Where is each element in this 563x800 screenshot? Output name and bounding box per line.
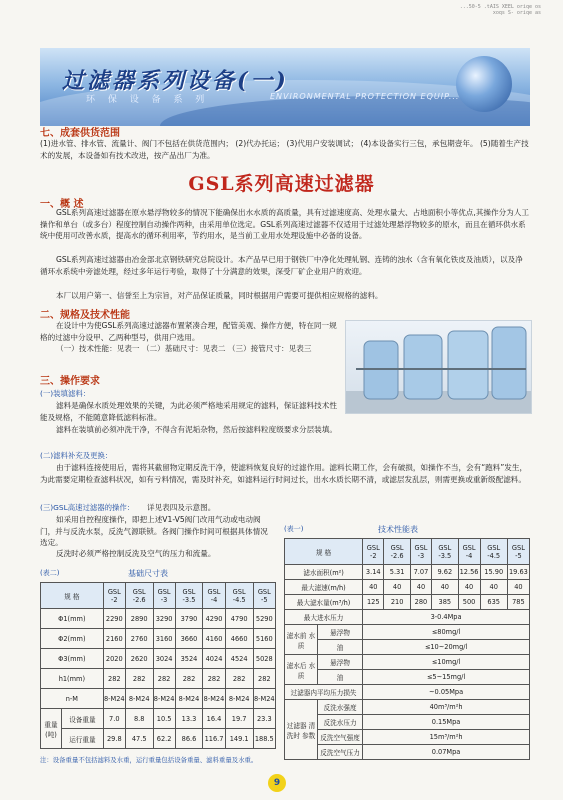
- row-label-cell: 最大进水压力: [285, 610, 363, 625]
- row-label-cell: 反洗水强度: [318, 700, 363, 715]
- value-cell: 282: [225, 669, 253, 689]
- row-label-cell: Φ1(mm): [41, 609, 104, 629]
- value-cell: 40: [410, 580, 431, 595]
- row-label-cell: 悬浮物: [318, 655, 363, 670]
- value-cell: 282: [203, 669, 225, 689]
- value-cell: 3790: [175, 609, 203, 629]
- row-label-cell: 油: [318, 670, 363, 685]
- table-row: [285, 745, 530, 760]
- row-label-cell: 悬浮物: [318, 625, 363, 640]
- value-cell: 40: [363, 580, 384, 595]
- value-cell: 3024: [153, 649, 175, 669]
- value-cell: 3-0.4Mpa: [363, 610, 530, 625]
- table-note: 注：设备重量不包括滤料及水重，运行重量包括设备重量、滤料重量及水重。: [40, 756, 258, 764]
- value-cell: 40: [458, 580, 480, 595]
- table-row: [41, 669, 276, 689]
- value-cell: 40: [480, 580, 507, 595]
- table-header-cell: 规 格: [41, 583, 104, 609]
- page-title: GSL系列高速过滤器: [188, 173, 375, 195]
- value-cell: 210: [384, 595, 410, 610]
- value-cell: 7.0: [103, 709, 125, 729]
- print-mark-line: xoqs S- oriqe as: [492, 10, 541, 16]
- model-header-cell: GSL -3: [410, 539, 431, 565]
- table-row: [285, 610, 530, 625]
- table-row: [285, 715, 530, 730]
- value-cell: 282: [175, 669, 203, 689]
- table-row: [285, 595, 530, 610]
- group-label-cell: 过滤器 清洗时 参数: [285, 700, 318, 760]
- value-cell: 0.07Mpa: [363, 745, 530, 760]
- table-caption: (表二): [40, 569, 60, 577]
- value-cell: 40: [507, 580, 529, 595]
- table-row: [285, 700, 530, 715]
- value-cell: 4524: [225, 649, 253, 669]
- value-cell: 23.3: [253, 709, 275, 729]
- value-cell: 8-M24: [153, 689, 175, 709]
- value-cell: 280: [410, 595, 431, 610]
- value-cell: 10.5: [153, 709, 175, 729]
- section-heading: 七、成套供货范围: [40, 128, 120, 139]
- value-cell: 19.63: [507, 565, 529, 580]
- value-cell: 2620: [125, 649, 153, 669]
- value-cell: 5.31: [384, 565, 410, 580]
- model-header-cell: GSL -2.6: [125, 583, 153, 609]
- group-label-cell: 滤水后 水质: [285, 655, 318, 685]
- table-row: [41, 629, 276, 649]
- value-cell: 86.6: [175, 729, 203, 749]
- group-label-cell: 重量 (吨): [41, 709, 62, 749]
- table-row: [285, 655, 530, 670]
- value-cell: 40: [384, 580, 410, 595]
- table-title: 技术性能表: [378, 525, 418, 534]
- row-label-cell: Φ3(mm): [41, 649, 104, 669]
- row-label-cell: 过滤器内平均压力损失: [285, 685, 363, 700]
- row-label-cell: 最大滤水量(m³/h): [285, 595, 363, 610]
- model-header-cell: GSL -4.5: [225, 583, 253, 609]
- value-cell: 8-M24: [125, 689, 153, 709]
- table-row: [285, 730, 530, 745]
- row-label-cell: 反洗空气强度: [318, 730, 363, 745]
- value-cell: 62.2: [153, 729, 175, 749]
- value-cell: 3.14: [363, 565, 384, 580]
- banner-subtitle-en: ENVIRONMENTAL PROTECTION EQUIP...: [270, 92, 460, 101]
- row-label-cell: n-M: [41, 689, 104, 709]
- section-heading: 一、概 述: [40, 199, 84, 210]
- ops-paragraph: 反洗时必须严格控制反洗及空气的压力和流量。: [56, 549, 216, 558]
- model-header-cell: GSL -2: [363, 539, 384, 565]
- value-cell: 635: [480, 595, 507, 610]
- group-label-cell: 滤水前 水质: [285, 625, 318, 655]
- table-row: [285, 670, 530, 685]
- value-cell: 15m³/m²h: [363, 730, 530, 745]
- value-cell: 8-M24: [203, 689, 225, 709]
- value-cell: 5028: [253, 649, 275, 669]
- table-row: [41, 709, 276, 729]
- performance-table: [284, 538, 530, 760]
- value-cell: 2760: [125, 629, 153, 649]
- table-header-row: [41, 583, 276, 609]
- model-header-cell: GSL -2.6: [384, 539, 410, 565]
- value-cell: 2020: [103, 649, 125, 669]
- subsection-heading: (一)装填滤料：: [40, 389, 91, 398]
- value-cell: ≤10mg/l: [363, 655, 530, 670]
- subsection-heading: (三)GSL高速过滤器的操作：: [40, 503, 135, 512]
- specs-paragraph: 在设计中为使GSL系列高速过滤器布置紧凑合理，配管美观、操作方便，特在同一规格的过滤中分设甲、乙两种型号，供用户选用。: [40, 321, 337, 342]
- value-cell: 0.15Mpa: [363, 715, 530, 730]
- row-label-cell: 反洗水压力: [318, 715, 363, 730]
- value-cell: 8-M24: [225, 689, 253, 709]
- value-cell: 282: [125, 669, 153, 689]
- table-caption: (表一): [284, 525, 304, 533]
- value-cell: 4024: [203, 649, 225, 669]
- table-header-cell: 规 格: [285, 539, 363, 565]
- row-label-cell: 设备重量: [62, 709, 104, 729]
- row-label-cell: h1(mm): [41, 669, 104, 689]
- model-header-cell: GSL -4: [203, 583, 225, 609]
- value-cell: 188.5: [253, 729, 275, 749]
- value-cell: 4160: [203, 629, 225, 649]
- table-row: [285, 640, 530, 655]
- banner-subtitle-cn: 环 保 设 备 系 列: [86, 95, 210, 105]
- value-cell: 47.5: [125, 729, 153, 749]
- value-cell: 3524: [175, 649, 203, 669]
- value-cell: 2160: [103, 629, 125, 649]
- header-banner: [40, 48, 530, 126]
- value-cell: 500: [458, 595, 480, 610]
- row-label-cell: 最大滤速(m/h): [285, 580, 363, 595]
- table-row: [285, 625, 530, 640]
- value-cell: 385: [432, 595, 458, 610]
- ops-paragraph: 如采用自控程度操作，即把上述V1-V5阀门改用气动或电动阀门，并与反洗水泵，反洗气源联锁。各阀门操作时间可根据具体情况选定。: [40, 515, 268, 547]
- value-cell: 40m³/m²h: [363, 700, 530, 715]
- value-cell: 282: [103, 669, 125, 689]
- row-label-cell: 反洗空气压力: [318, 745, 363, 760]
- print-mark-line: ...50-5 .tAIS XEEL oriqe os: [459, 4, 541, 10]
- value-cell: 13.3: [175, 709, 203, 729]
- value-cell: 8-M24: [103, 689, 125, 709]
- value-cell: 7.07: [410, 565, 431, 580]
- specs-paragraph: （一）技术性能：见表一 （二）基础尺寸：见表二 （三）接管尺寸：见表三: [56, 344, 312, 353]
- value-cell: 4290: [203, 609, 225, 629]
- table-row: [41, 649, 276, 669]
- ops-paragraph: 由于滤料连接使用后，需将其截留物定期反洗干净，使滤料恢复良好的过滤作用。滤料长期工作，会有破损，如操作不当，会有“跑料”发生，为此需要定期检查滤料状况，如有亏料情况，需及时补充，如滤料运行时间过长，出水水质长期不清，或滤层发乱层，则需更换或重新级配滤料。: [40, 463, 528, 484]
- section-heading: 三、操作要求: [40, 376, 100, 387]
- value-cell: 116.7: [203, 729, 225, 749]
- value-cell: 12.56: [458, 565, 480, 580]
- value-cell: 8-M24: [253, 689, 275, 709]
- table-row: [285, 565, 530, 580]
- table-header-row: [285, 539, 530, 565]
- value-cell: 8-M24: [175, 689, 203, 709]
- value-cell: 29.8: [103, 729, 125, 749]
- value-cell: 5160: [253, 629, 275, 649]
- value-cell: 9.62: [432, 565, 458, 580]
- section-heading: 二、规格及技术性能: [40, 310, 130, 321]
- table-row: [41, 689, 276, 709]
- model-header-cell: GSL -5: [253, 583, 275, 609]
- table-row: [285, 685, 530, 700]
- value-cell: 40: [432, 580, 458, 595]
- value-cell: 4790: [225, 609, 253, 629]
- value-cell: ≤80mg/l: [363, 625, 530, 640]
- value-cell: 3660: [175, 629, 203, 649]
- model-header-cell: GSL -3.5: [432, 539, 458, 565]
- value-cell: 19.7: [225, 709, 253, 729]
- value-cell: 2890: [125, 609, 153, 629]
- table-row: [41, 609, 276, 629]
- value-cell: 3160: [153, 629, 175, 649]
- row-label-cell: 油: [318, 640, 363, 655]
- overview-paragraph: 本厂以用户第一、信誉至上为宗旨，对产品保证质量，同时根据用户需要可提供相应规格的滤料。: [56, 291, 383, 300]
- value-cell: 8.8: [125, 709, 153, 729]
- print-mark: [460, 4, 541, 16]
- value-cell: 282: [253, 669, 275, 689]
- model-header-cell: GSL -5: [507, 539, 529, 565]
- ops-paragraph: 滤料是确保水质处理效果的关键，为此必须严格地采用规定的滤料，保证滤料技术性能及规格，不能随意降低滤料标准。: [40, 401, 337, 422]
- row-label-cell: Φ2(mm): [41, 629, 104, 649]
- foundation-table: [40, 582, 276, 749]
- value-cell: 785: [507, 595, 529, 610]
- value-cell: 125: [363, 595, 384, 610]
- model-header-cell: GSL -3.5: [175, 583, 203, 609]
- model-header-cell: GSL -4.5: [480, 539, 507, 565]
- model-header-cell: GSL -3: [153, 583, 175, 609]
- model-header-cell: GSL -2: [103, 583, 125, 609]
- banner-title: 过滤器系列设备(一): [62, 68, 289, 94]
- model-header-cell: GSL -4: [458, 539, 480, 565]
- value-cell: 2290: [103, 609, 125, 629]
- table-row: [285, 580, 530, 595]
- value-cell: 3290: [153, 609, 175, 629]
- value-cell: 5290: [253, 609, 275, 629]
- row-label-cell: 运行重量: [62, 729, 104, 749]
- ops-paragraph: 详见表四及示意图。: [147, 503, 216, 512]
- value-cell: 149.1: [225, 729, 253, 749]
- table-row: [41, 729, 276, 749]
- overview-paragraph: GSL系列高速过滤器由冶金部北京钢铁研究总院设计。本产品早已用于钢铁厂中净化处理轧钢、连铸的浊水（含有氧化铁皮及油质），以及净循环水系统中旁滤处理，经过多年运行考验，取得了十分满意的效果，深受厂矿企业用户的欢迎。: [40, 255, 523, 276]
- value-cell: 282: [153, 669, 175, 689]
- globe-graphic: [456, 56, 512, 112]
- value-cell: ≤10~20mg/l: [363, 640, 530, 655]
- ops-paragraph: 滤料在装填前必须冲洗干净，不得含有泥垢杂物，然后按滤料粒度级要求分层装填。: [56, 425, 337, 434]
- row-label-cell: 滤水面积(m²): [285, 565, 363, 580]
- subsection-heading: (二)滤料补充及更换：: [40, 451, 113, 460]
- value-cell: ~0.05Mpa: [363, 685, 530, 700]
- value-cell: 16.4: [203, 709, 225, 729]
- value-cell: 15.90: [480, 565, 507, 580]
- value-cell: 4660: [225, 629, 253, 649]
- value-cell: ≤5~15mg/l: [363, 670, 530, 685]
- section7-text: (1)进水管、排水管、流量计、阀门不包括在供货范围内； (2)代办托运； (3)代用户安装调试； (4)本设备实行三包，承包期壹年。 (5)随着生产技术的发展，本设备如有技术改进，按产品出厂为准。: [40, 139, 529, 160]
- filter-tanks-photo: [345, 320, 532, 414]
- overview-paragraph: GSL系列高速过滤器在原水悬浮物较多的情况下能确保出水水质的高质量，具有过滤速度高、处理水量大、占地面积小等优点,其操作分为人工操作和单台（或多台）程度控制自动操作两种，由采用单位选定。GSL系列高速过滤器不仅适用于过滤处理悬浮物较多的原水，而且在循环供水系统中使用可改善水质，提高水的循环利用率，节约用水，是当前工业用水处理设施中必备的设备。: [40, 208, 529, 240]
- table-title: 基础尺寸表: [128, 569, 168, 578]
- page-number: 9: [268, 774, 286, 792]
